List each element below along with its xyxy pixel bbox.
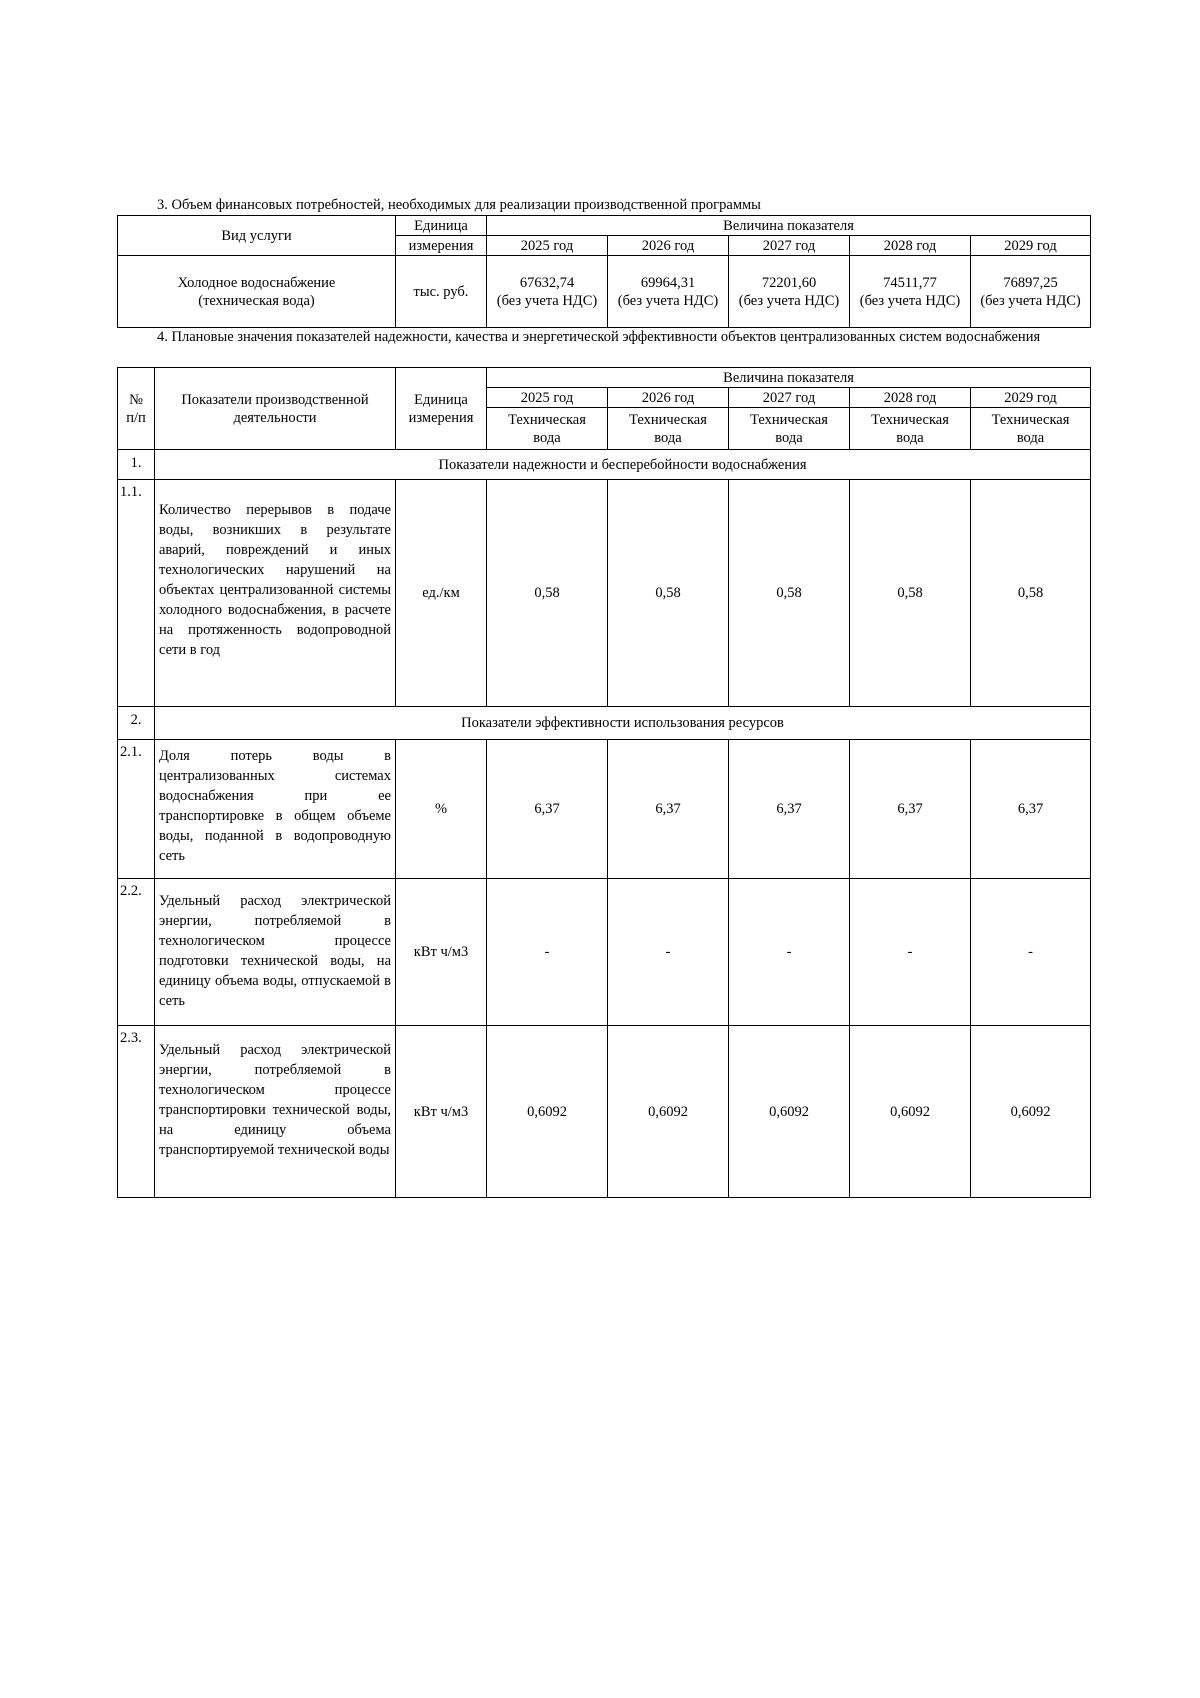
header-unit [396,368,487,450]
table-row [118,256,1091,328]
header-no [118,368,155,450]
header-year: 2029 год [971,236,1091,256]
indicators-table [117,367,1091,1198]
value-cell: 0,6092 [487,1026,608,1198]
header-water-type [487,408,608,450]
header-unit-line1: Единица [414,391,468,408]
water-line1: Техническая [871,411,949,428]
group-row [118,450,1091,480]
value-cell: 0,58 [608,480,729,707]
value-cell: 0,6092 [971,1026,1091,1198]
vat-note: (без учета НДС) [859,292,961,309]
header-unit-line2: измерения [396,236,487,256]
value-cell: 6,37 [729,740,850,879]
value: 76897,25 [1003,274,1058,291]
header-no-line2: п/п [126,409,146,426]
header-year: 2026 год [608,388,729,408]
value-cell: 0,58 [850,480,971,707]
indicator-cell: Удельный расход электрической энергии, потребляемой в технологическом процессе транспортировки технической воды, на единицу объема транспортируемой технической воды [155,1026,396,1198]
row-number: 2.1. [118,740,155,879]
value-cell [850,256,971,328]
value-cell: - [850,879,971,1026]
value-cell: - [608,879,729,1026]
value: 74511,77 [883,274,937,291]
water-line2: вода [896,429,924,446]
vat-note: (без учета НДС) [496,292,598,309]
service-note: (техническая вода) [198,292,315,309]
document-page [117,197,1090,1198]
value-cell: 0,58 [729,480,850,707]
water-line2: вода [1016,429,1045,446]
header-water-type [850,408,971,450]
financial-needs-table [117,215,1091,328]
header-water-type [729,408,850,450]
vat-note: (без учета НДС) [980,292,1081,309]
header-water-type [608,408,729,450]
water-line1: Техническая [750,411,828,428]
value-cell: 0,6092 [729,1026,850,1198]
value-cell: 0,6092 [850,1026,971,1198]
value-cell: 0,58 [971,480,1091,707]
header-value: Величина показателя [487,368,1091,388]
value-cell: 6,37 [850,740,971,879]
value-cell: 6,37 [487,740,608,879]
table-row [118,740,1091,879]
value-cell [487,256,608,328]
group-number: 2. [118,707,155,740]
indicator-cell: Количество перерывов в подаче воды, возникших в результате аварий, повреждений и иных технологических нарушений на объектах централизованной системы холодного водоснабжения, в расчете на протяженность водопроводной сети в год [155,480,396,707]
header-no-line1: № [129,391,143,408]
value-cell: - [971,879,1091,1026]
row-number: 1.1. [118,480,155,707]
value-cell: - [487,879,608,1026]
header-indicator-line2: деятельности [233,409,317,426]
group-number: 1. [118,450,155,480]
value-cell: 6,37 [608,740,729,879]
value-cell: 0,6092 [608,1026,729,1198]
header-unit-line2: измерения [408,409,474,426]
header-year: 2028 год [850,388,971,408]
header-indicator [155,368,396,450]
value: 67632,74 [519,274,575,291]
header-year: 2027 год [729,236,850,256]
water-line1: Техническая [991,411,1070,428]
water-line1: Техническая [629,411,707,428]
value-cell [971,256,1091,328]
header-year: 2028 год [850,236,971,256]
unit-cell: кВт ч/м3 [396,879,487,1026]
header-year: 2026 год [608,236,729,256]
table-row [118,480,1091,707]
header-value: Величина показателя [487,216,1091,236]
header-unit-line1: Единица [396,216,487,236]
indicator-cell: Удельный расход электрической энергии, потребляемой в технологическом процессе подготовки технической воды, на единицу объема воды, отпускаемой в сеть [155,879,396,1026]
value-cell [729,256,850,328]
vat-note: (без учета НДС) [617,292,719,309]
value: 69964,31 [640,274,696,291]
service-cell [118,256,396,328]
header-year: 2029 год [971,388,1091,408]
section3-title: 3. Объем финансовых потребностей, необходимых для реализации производственной программы [157,197,761,213]
row-number: 2.3. [118,1026,155,1198]
header-service: Вид услуги [118,216,396,256]
water-line1: Техническая [508,411,586,428]
value-cell: 0,58 [487,480,608,707]
group-title: Показатели эффективности использования ресурсов [155,707,1091,740]
group-row [118,707,1091,740]
vat-note: (без учета НДС) [738,292,840,309]
header-year: 2025 год [487,388,608,408]
value: 72201,60 [761,274,817,291]
header-water-type [971,408,1091,450]
unit-cell: % [396,740,487,879]
row-number: 2.2. [118,879,155,1026]
unit-cell: кВт ч/м3 [396,1026,487,1198]
water-line2: вода [775,429,803,446]
table-row [118,1026,1091,1198]
group-title: Показатели надежности и бесперебойности водоснабжения [155,450,1091,480]
value-cell [608,256,729,328]
header-indicator-line1: Показатели производственной [181,391,369,408]
unit-cell: ед./км [396,480,487,707]
header-year: 2027 год [729,388,850,408]
indicator-cell: Доля потерь воды в централизованных системах водоснабжения при ее транспортировке в общем объеме воды, поданной в водопроводную сеть [155,740,396,879]
header-year: 2025 год [487,236,608,256]
service-name: Холодное водоснабжение [177,274,336,291]
section4-title: 4. Плановые значения показателей надежности, качества и энергетической эффективности объектов централизованных систем водоснабжения [157,329,1041,345]
water-line2: вода [533,429,561,446]
table-row [118,879,1091,1026]
value-cell: 6,37 [971,740,1091,879]
unit-cell: тыс. руб. [396,256,487,328]
value-cell: - [729,879,850,1026]
water-line2: вода [654,429,682,446]
